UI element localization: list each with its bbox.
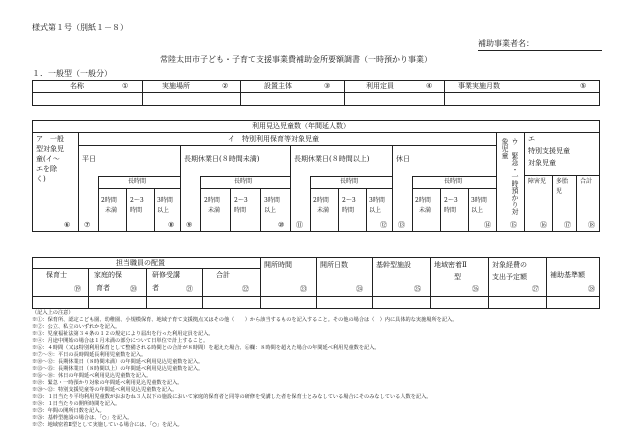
long-holiday-under8-header: 長期休業日(８時間未満) (184, 155, 260, 163)
special-support-line1: エ (528, 135, 535, 143)
col-divider (444, 80, 445, 106)
group-divider (496, 132, 497, 232)
disabled-header: 障害児 (528, 178, 547, 185)
col-divider (344, 80, 345, 106)
over3-label-2: 以上 (264, 207, 277, 214)
over3-label: 3時間 (369, 197, 385, 204)
circle-7: ⑦ (84, 221, 91, 229)
group-divider (180, 145, 181, 232)
special-support-line3: 対象児童 (528, 159, 556, 167)
circle-12: ⑫ (380, 221, 387, 229)
subheader-line (310, 176, 392, 177)
under2-label-2: 未満 (317, 207, 330, 214)
circle-22: ㉒ (242, 285, 249, 293)
over3-label-2: 以上 (157, 207, 170, 214)
standard-amount-header: 補助基準額 (550, 271, 585, 279)
circle-19: ⑲ (74, 285, 81, 293)
note-item: ※⑦～⑨：平日の長時間延長利用児童数を記入。 (32, 352, 147, 358)
planned-cost-header: 対象経費の (492, 261, 527, 269)
circle-25: ㉕ (414, 285, 421, 293)
circle-8: ⑧ (168, 221, 175, 229)
group-divider (392, 145, 393, 232)
multiple-birth-header-2: 児 (556, 188, 563, 195)
subheader-line (200, 188, 290, 189)
circle-13: ⑬ (398, 221, 405, 229)
type-a-line1: ア 一般 (36, 135, 64, 143)
circle-10: ⑩ (278, 221, 285, 229)
subheader-line (98, 188, 180, 189)
circle-24: ㉔ (356, 285, 363, 293)
col-divider (78, 132, 79, 232)
note-item: ※㉔：１日当たりの開所時間を記入。 (32, 401, 121, 407)
circle-5: ⑤ (580, 82, 587, 90)
col-divider (524, 132, 525, 232)
total-header: 合計 (580, 178, 593, 185)
circle-14: ⑭ (484, 221, 491, 229)
applicant-label: 補助事業者名： (478, 39, 534, 48)
note-item: ※⑬～⑮：長期休業日（８時間以上）の年間延べ利用見込児童数を記入。 (32, 366, 204, 372)
long-hours-label: 長時間 (128, 178, 147, 185)
col-divider (154, 188, 155, 232)
name-header: 名称 (70, 82, 84, 90)
col-divider (240, 80, 241, 106)
section-title: １．一般型（一般分） (32, 69, 112, 78)
note-item: ※㉖：基幹型施設の場合は、「○」を記入。 (32, 415, 133, 421)
over3-label-2: 以上 (471, 207, 484, 214)
range23-label-2: 時間 (342, 207, 355, 214)
col-divider (366, 188, 367, 232)
under2-label-2: 未満 (105, 207, 118, 214)
note-item: ※⑯～⑱：休日の年間延べ利用見込児童数を記入。 (32, 373, 152, 379)
trained-header: 研修受講 (152, 271, 180, 279)
under2-label: 2時間 (313, 197, 329, 204)
under2-label: 2時間 (101, 197, 117, 204)
long-hours-label: 長時間 (234, 178, 253, 185)
long-hours-label: 長時間 (340, 178, 359, 185)
special-support-line2: 特別支援児童 (528, 147, 570, 155)
note-item: ※⑩～⑫：長期休業日（８時間未満）の年間延べ利用見込児童数を記入。 (32, 359, 204, 365)
open-days-header: 開所日数 (320, 261, 348, 269)
community-type2-header-2: 型 (454, 273, 461, 281)
range23-label: 2～3 (234, 197, 248, 204)
form-number: 様式第１号（別紙１－８） (32, 23, 128, 32)
row-divider (32, 132, 600, 133)
range23-label: 2～3 (444, 197, 458, 204)
circle-27: ㉗ (532, 285, 539, 293)
type-a-line3: 童(イ～ (36, 155, 60, 163)
note-item: ※㉓：１日当たり平均利用児童数がおおむね３人以下の施設において家庭的保育者と同等の研修を受講した者を保育士とみなしている場合にそのみなしている人数を記入。 (32, 394, 432, 400)
row-divider (32, 92, 600, 93)
circle-2: ② (222, 82, 229, 90)
over3-label: 3時間 (264, 197, 280, 204)
holiday-header: 休日 (396, 155, 410, 163)
range23-label: 2～3 (342, 197, 356, 204)
circle-9: ⑨ (186, 221, 193, 229)
col-divider (338, 188, 339, 232)
facility-header: 実施場所 (162, 82, 190, 90)
col-divider (126, 188, 127, 232)
subheader-line (412, 176, 496, 177)
under2-label: 2時間 (415, 197, 431, 204)
range23-label-2: 時間 (130, 207, 143, 214)
col-divider (430, 257, 431, 309)
note-item: ※①：保育所、認定こども園、幼稚園、小規模保育、地域子育て支援拠点又はその他（ ）から該当するものを記入すること。その他の場合は（ ）内に具体的な実施場所を記入。 (32, 317, 458, 323)
row-divider (78, 145, 496, 146)
over3-label-2: 以上 (369, 207, 382, 214)
note-item: ※㉕：年間の開所日数を記入。 (32, 408, 105, 414)
col-divider (412, 176, 413, 232)
long-hours-label: 長時間 (444, 178, 463, 185)
staff-header: 担当職員の配置 (116, 259, 165, 267)
home-carer-header-2: 育者 (96, 284, 110, 292)
under2-label-2: 未満 (419, 207, 432, 214)
circle-16: ⑯ (540, 221, 547, 229)
row-divider (524, 175, 600, 176)
children-table-title: 利用見込児童数（年間延人数） (252, 122, 350, 130)
over3-label: 3時間 (471, 197, 487, 204)
trained-header-2: 者 (152, 284, 159, 292)
open-hours-header: 開所時間 (264, 261, 292, 269)
circle-6: ⑥ (64, 221, 71, 229)
home-carer-header: 家庭的保 (94, 271, 122, 279)
circle-23: ㉓ (300, 285, 307, 293)
base-facility-header: 基幹型施設 (376, 261, 411, 269)
col-divider (98, 176, 99, 232)
note-item: ※⑲：緊急・一時預かり対象の年間延べ利用見込児童数を記入。 (32, 380, 183, 386)
col-divider (260, 257, 261, 309)
col-divider (440, 188, 441, 232)
col-divider (310, 176, 311, 232)
subheader-line (310, 188, 392, 189)
circle-17: ⑰ (564, 221, 571, 229)
range23-label-2: 時間 (234, 207, 247, 214)
circle-4: ④ (426, 82, 433, 90)
type-i-header: イ 特別利用保育等対象児童 (228, 135, 319, 143)
weekday-header: 平日 (82, 155, 96, 163)
col-divider (260, 188, 261, 232)
circle-21: ㉑ (186, 285, 193, 293)
body-header: 設置主体 (264, 82, 292, 90)
subheader-line (200, 176, 290, 177)
col-divider (488, 257, 489, 309)
col-divider (468, 188, 469, 232)
col-divider (146, 268, 147, 309)
summary-table (32, 80, 600, 106)
col-divider (546, 257, 547, 309)
col-divider (552, 175, 553, 232)
community-type2-header: 地域密着Ⅱ (434, 261, 467, 269)
circle-1: ① (122, 82, 129, 90)
subheader-line (412, 188, 496, 189)
range23-label: 2～3 (130, 197, 144, 204)
note-item: ※④：月途中開始の場合は１月未満の部分について日単位で計上すること。 (32, 338, 209, 344)
long-holiday-over8-header: 長期休業日(８時間以上) (294, 155, 370, 163)
note-item: ※⑳～㉒：特別支援児童等の年間延べ利用見込児童数を記入。 (32, 387, 178, 393)
nurse-header: 保育士 (46, 271, 67, 279)
col-divider (230, 188, 231, 232)
col-divider (202, 268, 203, 309)
col-divider (88, 268, 89, 309)
staff-total-header: 合計 (216, 271, 230, 279)
under2-label: 2時間 (204, 197, 220, 204)
note-item: ※②：公立、私立のいずれかを記入。 (32, 324, 121, 330)
capacity-header: 利用定員 (366, 82, 394, 90)
col-divider (316, 257, 317, 309)
multiple-birth-header: 多胎 (556, 178, 569, 185)
circle-15: ⑮ (510, 221, 517, 229)
range23-label-2: 時間 (444, 207, 457, 214)
subheader-line (98, 176, 180, 177)
col-divider (576, 175, 577, 232)
type-a-line5: く) (36, 175, 46, 183)
note-item: ※⑥：４時間（又は特別利用保育として整備される時間との合計が８時間）を超えた場合、⑥欄：８時間を超えた場合の年間延べ利用児童数を記入。 (32, 345, 380, 351)
emergency-care-header: ウ 緊急・一時預かり対象児童 (501, 138, 519, 215)
under2-label-2: 未満 (208, 207, 221, 214)
months-header: 事業実施月数 (458, 82, 500, 90)
type-a-line2: 型対象児 (36, 145, 64, 153)
over3-label: 3時間 (157, 197, 173, 204)
group-divider (290, 145, 291, 232)
note-item: ※③：児童福祉法第３４条の１２の規定により届出を行った利用定員を記入。 (32, 331, 214, 337)
document-title: 常陸太田市子ども・子育て支援事業費補助金所要額調書（一時預かり事業） (160, 55, 432, 64)
col-divider (372, 257, 373, 309)
type-a-line4: エを除 (36, 165, 57, 173)
circle-18: ⑱ (588, 221, 595, 229)
col-divider (142, 80, 143, 106)
circle-26: ㉖ (472, 285, 479, 293)
circle-28: ㉘ (588, 285, 595, 293)
planned-cost-header-2: 支出予定額 (492, 273, 527, 281)
col-divider (200, 176, 201, 232)
applicant-underline (478, 50, 602, 51)
circle-3: ③ (324, 82, 331, 90)
circle-20: ⑳ (130, 285, 137, 293)
note-item: ※㉗：地域密着Ⅱ型として実施している場合には、「○」を記入。 (32, 422, 183, 428)
note-title: （記入上の注意） (32, 310, 74, 316)
circle-11: ⑪ (296, 221, 303, 229)
